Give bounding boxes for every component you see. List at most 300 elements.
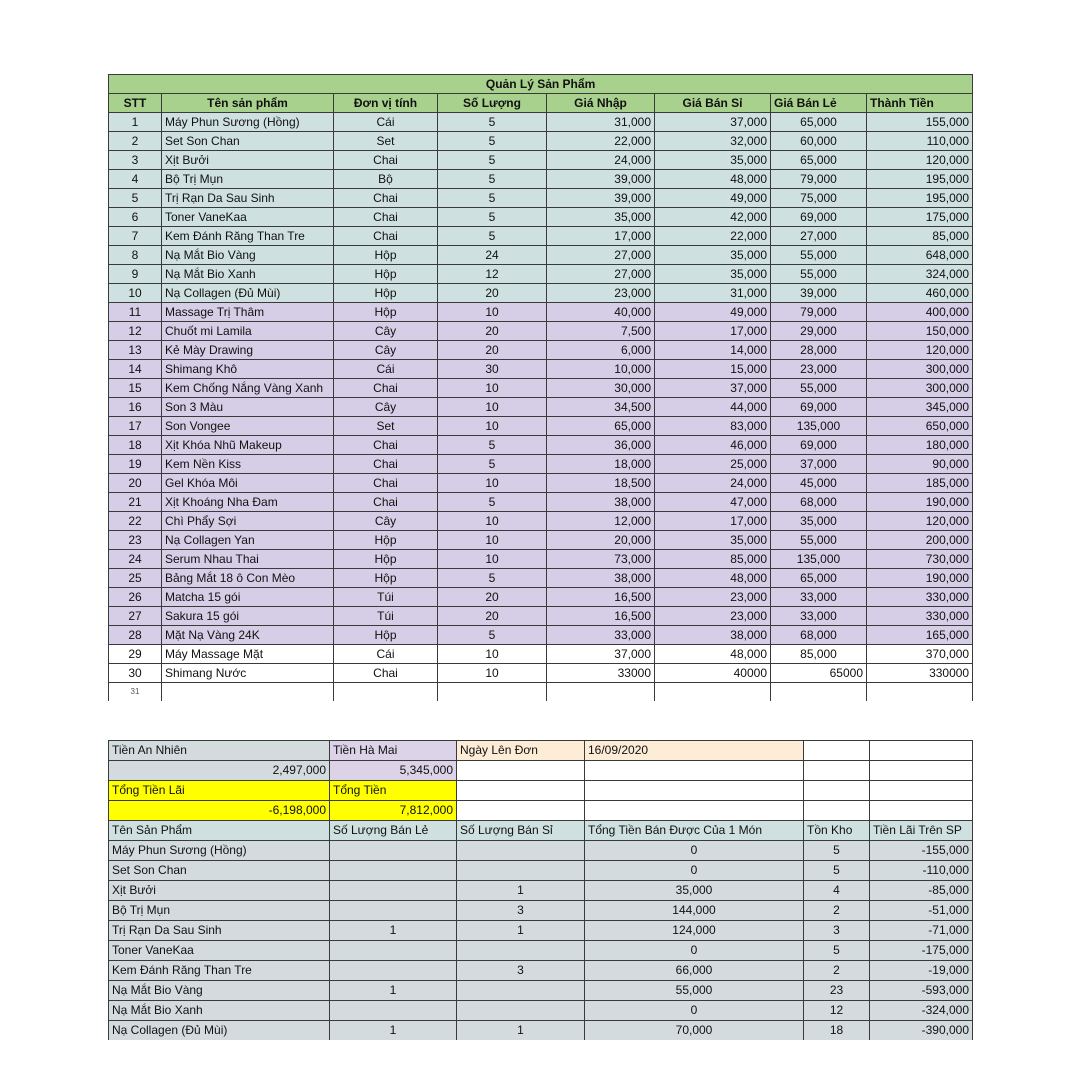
table-cell[interactable]: -51,000 [870,901,973,921]
table-cell[interactable]: 15 [109,379,162,398]
table-cell[interactable]: 3 [804,921,870,941]
table-cell[interactable]: Shimang Nước [162,664,334,683]
table-cell[interactable]: 45,000 [771,474,867,493]
an-nhien-value[interactable]: 2,497,000 [109,761,330,781]
table-cell[interactable]: Hộp [334,569,438,588]
column-header[interactable]: Tiền Lãi Trên SP [870,821,973,841]
empty-cell[interactable] [804,801,870,821]
table-cell[interactable]: 18,000 [547,455,655,474]
table-cell[interactable] [330,881,457,901]
table-cell[interactable]: 38,000 [547,493,655,512]
table-cell[interactable]: Chai [334,227,438,246]
empty-cell[interactable] [870,741,973,761]
table-cell[interactable]: Máy Phun Sương (Hồng) [109,841,330,861]
table-cell[interactable] [330,901,457,921]
table-cell[interactable]: 17 [109,417,162,436]
table-cell[interactable]: 648,000 [867,246,973,265]
table-cell[interactable]: 47,000 [655,493,771,512]
table-cell[interactable]: 2 [804,961,870,981]
table-cell[interactable]: Nạ Mắt Bio Xanh [109,1001,330,1021]
table-cell[interactable]: 55,000 [771,265,867,284]
table-cell[interactable]: 14 [109,360,162,379]
table-cell[interactable]: 180,000 [867,436,973,455]
table-cell[interactable]: 34,500 [547,398,655,417]
table-cell[interactable]: 400,000 [867,303,973,322]
table-cell[interactable]: 79,000 [771,303,867,322]
table-cell[interactable]: 10 [438,531,547,550]
table-cell[interactable]: 85,000 [655,550,771,569]
table-cell[interactable]: -593,000 [870,981,973,1001]
table-cell[interactable]: Kẻ Mày Drawing [162,341,334,360]
table-cell[interactable]: 24,000 [547,151,655,170]
empty-cell[interactable] [870,781,973,801]
table-cell[interactable]: 8 [109,246,162,265]
table-cell[interactable]: 190,000 [867,569,973,588]
table-cell[interactable]: 35,000 [655,531,771,550]
table-cell[interactable]: 65,000 [771,569,867,588]
table-cell[interactable]: 7,500 [547,322,655,341]
table-cell[interactable]: 7 [109,227,162,246]
table-cell[interactable]: Kem Chống Nắng Vàng Xanh [162,379,334,398]
table-cell[interactable]: 68,000 [771,493,867,512]
column-header[interactable]: Số Lượng [438,94,547,113]
an-nhien-label[interactable]: Tiền An Nhiên [109,741,330,761]
table-cell[interactable]: 37,000 [771,455,867,474]
table-cell[interactable]: 35,000 [771,512,867,531]
table-cell[interactable]: Chai [334,436,438,455]
table-cell[interactable] [457,981,585,1001]
table-cell[interactable]: 4 [804,881,870,901]
column-header[interactable]: Số Lượng Bán Lẻ [330,821,457,841]
table-cell[interactable]: 70,000 [585,1021,804,1041]
table-cell[interactable]: 20 [438,284,547,303]
table-cell[interactable]: 31,000 [547,113,655,132]
column-header[interactable]: Giá Bán Sỉ [655,94,771,113]
table-cell[interactable]: 48,000 [655,170,771,189]
table-cell[interactable]: Son 3 Màu [162,398,334,417]
table-cell[interactable]: 24,000 [655,474,771,493]
table-cell[interactable]: 23 [109,531,162,550]
table-cell[interactable]: 32,000 [655,132,771,151]
table-cell[interactable]: 35,000 [547,208,655,227]
table-cell[interactable]: 5 [804,941,870,961]
table-cell[interactable]: Serum Nhau Thai [162,550,334,569]
column-header[interactable]: Tên sản phẩm [162,94,334,113]
column-header[interactable]: Tổng Tiền Bán Được Của 1 Món [585,821,804,841]
table-cell[interactable]: 55,000 [771,246,867,265]
table-cell[interactable]: 22 [109,512,162,531]
table-cell[interactable]: Kem Nền Kiss [162,455,334,474]
tong-tien-value[interactable]: 7,812,000 [330,801,457,821]
table-cell[interactable]: 10 [438,550,547,569]
table-cell[interactable]: 73,000 [547,550,655,569]
table-cell[interactable]: Chai [334,493,438,512]
table-cell[interactable]: 135,000 [771,417,867,436]
table-cell[interactable]: 150,000 [867,322,973,341]
table-cell[interactable] [547,683,655,702]
table-cell[interactable]: 5 [804,861,870,881]
table-cell[interactable]: 190,000 [867,493,973,512]
table-cell[interactable]: 10 [438,398,547,417]
table-cell[interactable]: 35,000 [655,246,771,265]
table-cell[interactable]: 27 [109,607,162,626]
table-cell[interactable]: Máy Massage Mặt [162,645,334,664]
table-cell[interactable]: Nạ Collagen Yan [162,531,334,550]
table-cell[interactable]: 0 [585,841,804,861]
table-cell[interactable]: 38,000 [547,569,655,588]
table-cell[interactable]: Son Vongee [162,417,334,436]
table-cell[interactable]: Hộp [334,246,438,265]
table-cell[interactable]: 2 [804,901,870,921]
table-cell[interactable]: 6 [109,208,162,227]
table-cell[interactable]: 460,000 [867,284,973,303]
table-cell[interactable]: Bộ [334,170,438,189]
table-cell[interactable]: 5 [438,151,547,170]
table-cell[interactable]: 165,000 [867,626,973,645]
table-cell[interactable]: 10 [438,474,547,493]
table-cell[interactable]: 40000 [655,664,771,683]
table-cell[interactable]: 33000 [547,664,655,683]
table-cell[interactable]: 31,000 [655,284,771,303]
table-cell[interactable]: 12,000 [547,512,655,531]
table-cell[interactable]: 23,000 [547,284,655,303]
table-cell[interactable]: 2 [109,132,162,151]
table-cell[interactable]: Nạ Mắt Bio Vàng [162,246,334,265]
table-cell[interactable]: 39,000 [771,284,867,303]
table-cell[interactable]: 26 [109,588,162,607]
table-cell[interactable]: 1 [330,981,457,1001]
table-cell[interactable]: 5 [438,227,547,246]
table-cell[interactable]: Cây [334,512,438,531]
table-cell[interactable]: 37,000 [655,379,771,398]
table-cell[interactable]: 1 [457,1021,585,1041]
table-cell[interactable]: 10 [438,512,547,531]
table-cell[interactable]: 30 [438,360,547,379]
table-cell[interactable]: Xịt Bưởi [162,151,334,170]
table-cell[interactable]: 16,500 [547,607,655,626]
table-cell[interactable]: -324,000 [870,1001,973,1021]
table-cell[interactable]: 69,000 [771,436,867,455]
empty-cell[interactable] [804,781,870,801]
table-cell[interactable]: Hộp [334,265,438,284]
table-cell[interactable]: Matcha 15 gói [162,588,334,607]
table-cell[interactable]: 46,000 [655,436,771,455]
table-cell[interactable]: -390,000 [870,1021,973,1041]
table-cell[interactable]: 55,000 [585,981,804,1001]
table-cell[interactable]: Trị Rạn Da Sau Sinh [109,921,330,941]
table-cell[interactable]: 5 [109,189,162,208]
table-cell[interactable]: -19,000 [870,961,973,981]
table-cell[interactable]: Máy Phun Sương (Hồng) [162,113,334,132]
table-cell[interactable]: 175,000 [867,208,973,227]
table-cell[interactable]: 5 [438,493,547,512]
table-cell[interactable]: 1 [330,1021,457,1041]
table-cell[interactable]: Xịt Khóa Nhũ Makeup [162,436,334,455]
table-cell[interactable] [162,683,334,702]
table-cell[interactable]: -85,000 [870,881,973,901]
table-cell[interactable]: 10,000 [547,360,655,379]
table-cell[interactable]: Túi [334,607,438,626]
table-cell[interactable]: 120,000 [867,512,973,531]
table-cell[interactable]: 85,000 [771,645,867,664]
table-cell[interactable]: 5 [438,132,547,151]
table-cell[interactable]: 300,000 [867,379,973,398]
table-cell[interactable]: 69,000 [771,398,867,417]
table-cell[interactable]: 20 [438,607,547,626]
tong-lai-label[interactable]: Tổng Tiền Lãi [109,781,330,801]
table-cell[interactable]: Gel Khóa Môi [162,474,334,493]
table-cell[interactable]: 0 [585,941,804,961]
table-cell[interactable]: 14,000 [655,341,771,360]
table-cell[interactable]: 49,000 [655,303,771,322]
table-cell[interactable]: 21 [109,493,162,512]
table-cell[interactable]: Xịt Khoáng Nha Đam [162,493,334,512]
table-cell[interactable]: 39,000 [547,170,655,189]
table-cell[interactable]: 3 [109,151,162,170]
table-cell[interactable] [457,941,585,961]
empty-cell[interactable] [457,781,585,801]
table-cell[interactable]: 16,500 [547,588,655,607]
table-cell[interactable]: 39,000 [547,189,655,208]
table-cell[interactable] [771,683,867,702]
table-cell[interactable]: 10 [438,379,547,398]
table-cell[interactable]: 75,000 [771,189,867,208]
table-cell[interactable]: 65,000 [771,113,867,132]
table-cell[interactable]: 30 [109,664,162,683]
table-cell[interactable]: 0 [585,861,804,881]
table-cell[interactable]: 22,000 [547,132,655,151]
table-cell[interactable]: Hộp [334,284,438,303]
table-cell[interactable]: 25 [109,569,162,588]
column-header[interactable]: Giá Bán Lẻ [771,94,867,113]
table-cell[interactable]: Trị Rạn Da Sau Sinh [162,189,334,208]
table-cell[interactable]: 5 [438,455,547,474]
table-cell[interactable]: Chai [334,474,438,493]
table-cell[interactable]: 5 [438,113,547,132]
table-cell[interactable]: 20 [438,588,547,607]
table-cell[interactable]: 16 [109,398,162,417]
table-cell[interactable]: Massage Trị Thâm [162,303,334,322]
table-cell[interactable]: 60,000 [771,132,867,151]
table-cell[interactable]: 17,000 [547,227,655,246]
table-cell[interactable]: 10 [109,284,162,303]
table-cell[interactable]: 35,000 [655,265,771,284]
ha-mai-value[interactable]: 5,345,000 [330,761,457,781]
table-cell[interactable]: 65,000 [547,417,655,436]
table-cell[interactable] [334,683,438,702]
table-cell[interactable]: Hộp [334,550,438,569]
table-cell[interactable]: 31 [109,683,162,702]
table-cell[interactable]: Cây [334,322,438,341]
table-cell[interactable]: 69,000 [771,208,867,227]
table-cell[interactable]: 33,000 [771,607,867,626]
table-cell[interactable]: 55,000 [771,531,867,550]
table-cell[interactable]: 124,000 [585,921,804,941]
table-cell[interactable]: -71,000 [870,921,973,941]
table-cell[interactable]: 120,000 [867,151,973,170]
table-cell[interactable]: 48,000 [655,569,771,588]
table-cell[interactable]: 5 [438,569,547,588]
ha-mai-label[interactable]: Tiền Hà Mai [330,741,457,761]
table-cell[interactable] [457,1001,585,1021]
table-cell[interactable]: 200,000 [867,531,973,550]
table-cell[interactable] [330,1001,457,1021]
table-cell[interactable]: Toner VaneKaa [162,208,334,227]
table-cell[interactable]: 37,000 [547,645,655,664]
table-cell[interactable]: 28,000 [771,341,867,360]
table-cell[interactable] [655,683,771,702]
table-cell[interactable]: Set Son Chan [109,861,330,881]
table-cell[interactable]: 13 [109,341,162,360]
table-cell[interactable]: Cây [334,341,438,360]
column-header[interactable]: STT [109,94,162,113]
table-cell[interactable]: 5 [438,436,547,455]
table-cell[interactable]: Mặt Nạ Vàng 24K [162,626,334,645]
table-cell[interactable]: 49,000 [655,189,771,208]
table-cell[interactable]: 23,000 [655,607,771,626]
table-cell[interactable]: 27,000 [771,227,867,246]
table-cell[interactable]: 55,000 [771,379,867,398]
empty-cell[interactable] [585,801,804,821]
table-cell[interactable]: Nạ Collagen (Đủ Mùi) [162,284,334,303]
table-cell[interactable]: Chì Phẩy Sợi [162,512,334,531]
table-cell[interactable]: 185,000 [867,474,973,493]
table-cell[interactable]: 300,000 [867,360,973,379]
table-cell[interactable]: 65000 [771,664,867,683]
table-cell[interactable]: 1 [109,113,162,132]
tong-lai-value[interactable]: -6,198,000 [109,801,330,821]
table-cell[interactable]: Chai [334,208,438,227]
table-cell[interactable]: 28 [109,626,162,645]
table-cell[interactable]: 155,000 [867,113,973,132]
table-cell[interactable]: 10 [438,417,547,436]
table-cell[interactable]: 1 [457,881,585,901]
table-cell[interactable]: 324,000 [867,265,973,284]
table-cell[interactable]: 19 [109,455,162,474]
table-cell[interactable]: 18,500 [547,474,655,493]
table-cell[interactable]: 15,000 [655,360,771,379]
table-cell[interactable] [457,861,585,881]
empty-cell[interactable] [585,781,804,801]
table-cell[interactable]: Hộp [334,531,438,550]
table-cell[interactable]: 5 [804,841,870,861]
table-cell[interactable]: 20 [438,341,547,360]
table-cell[interactable] [867,683,973,702]
table-cell[interactable]: 330,000 [867,607,973,626]
table-cell[interactable]: 66,000 [585,961,804,981]
empty-cell[interactable] [870,801,973,821]
table-cell[interactable]: Set Son Chan [162,132,334,151]
table-cell[interactable]: 38,000 [655,626,771,645]
table-cell[interactable]: 27,000 [547,246,655,265]
column-header[interactable]: Tồn Kho [804,821,870,841]
table-cell[interactable]: 83,000 [655,417,771,436]
empty-cell[interactable] [804,761,870,781]
table-cell[interactable]: Chai [334,455,438,474]
table-cell[interactable]: Xịt Bưởi [109,881,330,901]
table-cell[interactable] [457,841,585,861]
table-cell[interactable]: 345,000 [867,398,973,417]
table-cell[interactable]: 42,000 [655,208,771,227]
empty-cell[interactable] [804,741,870,761]
table-cell[interactable]: 370,000 [867,645,973,664]
table-cell[interactable]: Cây [334,398,438,417]
table-cell[interactable]: 85,000 [867,227,973,246]
table-cell[interactable]: 9 [109,265,162,284]
table-cell[interactable]: 5 [438,170,547,189]
column-header[interactable]: Đơn vị tính [334,94,438,113]
table-cell[interactable] [330,841,457,861]
table-cell[interactable]: 35,000 [655,151,771,170]
table-cell[interactable]: 6,000 [547,341,655,360]
table-cell[interactable]: Bộ Trị Mụn [109,901,330,921]
table-cell[interactable]: 330,000 [867,588,973,607]
table-cell[interactable]: 36,000 [547,436,655,455]
table-cell[interactable]: Chai [334,379,438,398]
table-cell[interactable]: Cái [334,645,438,664]
table-cell[interactable]: 24 [438,246,547,265]
table-cell[interactable]: 35,000 [585,881,804,901]
table-cell[interactable]: Toner VaneKaa [109,941,330,961]
table-cell[interactable]: 20 [438,322,547,341]
table-cell[interactable]: 11 [109,303,162,322]
table-cell[interactable]: 330000 [867,664,973,683]
table-cell[interactable] [330,941,457,961]
empty-cell[interactable] [457,801,585,821]
table-cell[interactable]: 18 [109,436,162,455]
table-cell[interactable]: Cái [334,113,438,132]
table-cell[interactable]: Chai [334,151,438,170]
table-cell[interactable]: 30,000 [547,379,655,398]
table-cell[interactable]: -175,000 [870,941,973,961]
table-cell[interactable]: 144,000 [585,901,804,921]
table-cell[interactable]: Túi [334,588,438,607]
table-cell[interactable]: 65,000 [771,151,867,170]
table-cell[interactable]: -155,000 [870,841,973,861]
table-cell[interactable]: 24 [109,550,162,569]
date-label[interactable]: Ngày Lên Đơn [457,741,585,761]
table-cell[interactable]: 1 [330,921,457,941]
empty-cell[interactable] [585,761,804,781]
table-cell[interactable]: 18 [804,1021,870,1041]
table-cell[interactable]: Chai [334,189,438,208]
table-cell[interactable]: 730,000 [867,550,973,569]
table-cell[interactable]: Chai [334,664,438,683]
table-cell[interactable]: 10 [438,303,547,322]
table-cell[interactable]: 3 [457,961,585,981]
table-cell[interactable]: Sakura 15 gói [162,607,334,626]
table-cell[interactable]: 22,000 [655,227,771,246]
table-cell[interactable] [330,861,457,881]
table-cell[interactable]: 23 [804,981,870,1001]
table-cell[interactable] [330,961,457,981]
table-cell[interactable]: 29 [109,645,162,664]
sheet-title[interactable]: Quản Lý Sản Phẩm [109,75,973,94]
table-cell[interactable]: Nạ Mắt Bio Xanh [162,265,334,284]
table-cell[interactable]: 33,000 [547,626,655,645]
table-cell[interactable]: Nạ Mắt Bio Vàng [109,981,330,1001]
table-cell[interactable]: Shimang Khô [162,360,334,379]
table-cell[interactable]: 5 [438,626,547,645]
table-cell[interactable]: 23,000 [655,588,771,607]
table-cell[interactable]: 5 [438,208,547,227]
table-cell[interactable]: 48,000 [655,645,771,664]
table-cell[interactable]: Set [334,132,438,151]
table-cell[interactable]: Kem Đánh Răng Than Tre [109,961,330,981]
table-cell[interactable]: 27,000 [547,265,655,284]
table-cell[interactable]: Kem Đánh Răng Than Tre [162,227,334,246]
column-header[interactable]: Số Lượng Bán Sỉ [457,821,585,841]
